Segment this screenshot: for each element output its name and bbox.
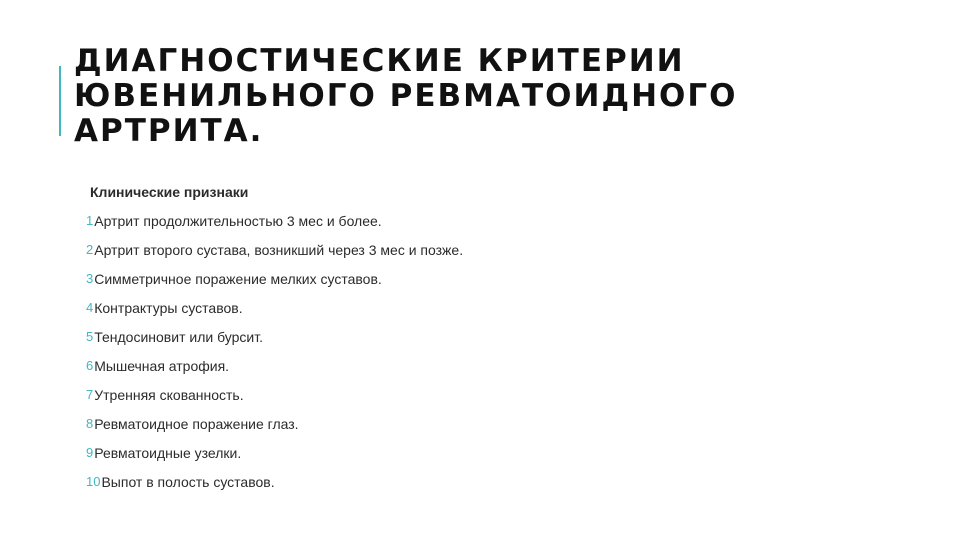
criteria-number: 3 — [86, 271, 94, 286]
section-subheading: Клинические признаки — [90, 184, 249, 200]
criteria-item — [86, 269, 463, 298]
criteria-text: Симметричное поражение мелких суставов. — [94, 271, 382, 287]
criteria-text: Контрактуры суставов. — [94, 300, 243, 316]
criteria-number: 9 — [86, 445, 94, 460]
criteria-number: 4 — [86, 300, 94, 315]
criteria-item — [86, 443, 463, 472]
criteria-text: Артрит продолжительностью 3 мес и более. — [94, 213, 382, 229]
criteria-list — [86, 211, 463, 501]
criteria-item — [86, 472, 463, 501]
criteria-item — [86, 298, 463, 327]
criteria-item — [86, 414, 463, 443]
criteria-number: 8 — [86, 416, 94, 431]
criteria-number: 10 — [86, 474, 101, 489]
title-line-3: АРТРИТА. — [74, 113, 264, 149]
title-accent-bar — [59, 66, 61, 136]
title-line-1: ДИАГНОСТИЧЕСКИЕ КРИТЕРИИ — [74, 43, 685, 79]
criteria-text: Ревматоидное поражение глаз. — [94, 416, 299, 432]
criteria-item — [86, 385, 463, 414]
title-line-2: ЮВЕНИЛЬНОГО РЕВМАТОИДНОГО — [74, 78, 738, 114]
criteria-number: 1 — [86, 213, 94, 228]
criteria-item — [86, 240, 463, 269]
criteria-number: 6 — [86, 358, 94, 373]
criteria-item — [86, 211, 463, 240]
criteria-text: Артрит второго сустава, возникший через 3 мес и позже. — [94, 242, 464, 258]
criteria-text: Выпот в полость суставов. — [101, 474, 275, 490]
criteria-text: Тендосиновит или бурсит. — [94, 329, 263, 345]
criteria-text: Мышечная атрофия. — [94, 358, 230, 374]
criteria-number: 2 — [86, 242, 94, 257]
criteria-item — [86, 327, 463, 356]
slide-title — [74, 44, 934, 149]
criteria-number: 7 — [86, 387, 94, 402]
criteria-text: Утренняя скованность. — [94, 387, 244, 403]
criteria-item — [86, 356, 463, 385]
criteria-text: Ревматоидные узелки. — [94, 445, 242, 461]
criteria-number: 5 — [86, 329, 94, 344]
